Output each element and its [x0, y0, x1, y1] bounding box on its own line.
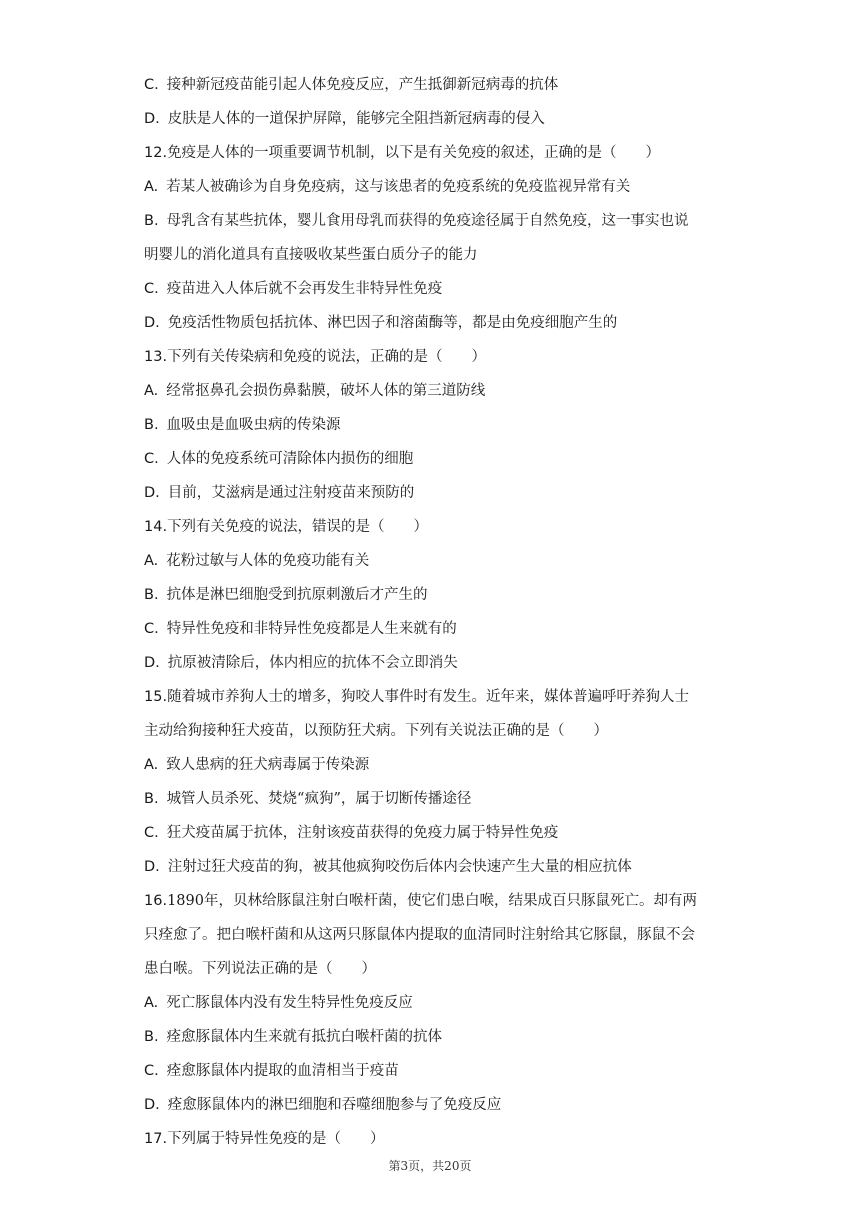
question-number: 12.: [144, 145, 168, 161]
option-label: C.: [144, 1063, 159, 1079]
option-label: D.: [144, 485, 160, 501]
option-label: C.: [144, 77, 159, 93]
option-text: 痊愈豚鼠体内生来就有抵抗白喉杆菌的抗体: [166, 1029, 443, 1045]
option-line: [144, 782, 744, 816]
option-line: [144, 204, 744, 238]
option-text: 特异性免疫和非特异性免疫都是人生来就有的: [166, 621, 457, 637]
continuation-line: 明婴儿的消化道具有直接吸收某些蛋白质分子的能力: [144, 247, 478, 263]
option-label: B.: [144, 791, 159, 807]
option-line: [144, 1054, 744, 1088]
option-line: [144, 170, 744, 204]
option-label: C.: [144, 451, 159, 467]
continuation-line: 只痊愈了。把白喉杆菌和从这两只豚鼠体内提取的血清同时注射给其它豚鼠，豚鼠不会: [144, 927, 695, 943]
question-line: [144, 1122, 744, 1156]
option-text: 城管人员杀死、焚烧“疯狗”，属于切断传播途径: [166, 791, 472, 807]
option-line: [144, 646, 744, 680]
continuation-line: 主动给狗接种狂犬疫苗，以预防狂犬病。下列有关说法正确的是（ ）: [144, 723, 608, 739]
option-label: A.: [144, 995, 159, 1011]
option-text: 皮肤是人体的一道保护屏障，能够完全阻挡新冠病毒的侵入: [167, 111, 545, 127]
question-text: 随着城市养狗人士的增多，狗咬人事件时有发生。近年来，媒体普遍呼吁养狗人士: [167, 689, 690, 705]
option-label: D.: [144, 1097, 160, 1113]
option-line: [144, 68, 744, 102]
option-text: 接种新冠疫苗能引起人体免疫反应，产生抵御新冠病毒的抗体: [166, 77, 559, 93]
page-footer: 第3页，共20页: [388, 1159, 472, 1173]
option-line: [144, 102, 744, 136]
option-label: C.: [144, 621, 159, 637]
continuation-line: 患白喉。下列说法正确的是（ ）: [144, 961, 376, 977]
option-label: D.: [144, 859, 160, 875]
option-line: [144, 306, 744, 340]
option-label: D.: [144, 655, 160, 671]
option-label: B.: [144, 417, 159, 433]
option-text: 母乳含有某些抗体，婴儿食用母乳而获得的免疫途径属于自然免疫，这一事实也说: [166, 213, 689, 229]
option-line: [144, 272, 744, 306]
option-text: 血吸虫是血吸虫病的传染源: [166, 417, 341, 433]
option-label: C.: [144, 825, 159, 841]
option-line: [144, 408, 744, 442]
option-line: [144, 374, 744, 408]
option-text: 致人患病的狂犬病毒属于传染源: [166, 757, 370, 773]
option-label: D.: [144, 315, 160, 331]
question-line: [144, 136, 744, 170]
question-line: [144, 884, 744, 918]
option-line: [144, 578, 744, 612]
option-text: 目前，艾滋病是通过注射疫苗来预防的: [167, 485, 415, 501]
option-text: 注射过狂犬疫苗的狗，被其他疯狗咬伤后体内会快速产生大量的相应抗体: [167, 859, 632, 875]
option-text: 免疫活性物质包括抗体、淋巴因子和溶菌酶等，都是由免疫细胞产生的: [167, 315, 618, 331]
option-text: 疫苗进入人体后就不会再发生非特异性免疫: [166, 281, 443, 297]
option-text: 抗原被清除后，体内相应的抗体不会立即消失: [167, 655, 458, 671]
question-text: 免疫是人体的一项重要调节机制，以下是有关免疫的叙述，正确的是（ ）: [167, 145, 661, 161]
option-text: 人体的免疫系统可清除体内损伤的细胞: [166, 451, 414, 467]
option-text: 痊愈豚鼠体内的淋巴细胞和吞噬细胞参与了免疫反应: [167, 1097, 502, 1113]
option-text: 痊愈豚鼠体内提取的血清相当于疫苗: [166, 1063, 399, 1079]
question-text: 下列有关免疫的说法，错误的是（ ）: [167, 519, 429, 535]
option-line: [144, 986, 744, 1020]
question-line: [144, 510, 744, 544]
option-line: [144, 816, 744, 850]
question-text: 1890年，贝林给豚鼠注射白喉杆菌，使它们患白喉，结果成百只豚鼠死亡。却有两: [167, 893, 697, 909]
option-label: B.: [144, 213, 159, 229]
option-label: A.: [144, 757, 159, 773]
option-line: [144, 442, 744, 476]
option-line: [144, 544, 744, 578]
option-text: 经常抠鼻孔会损伤鼻黏膜，破坏人体的第三道防线: [166, 383, 486, 399]
question-line: [144, 680, 744, 714]
option-line: [144, 1020, 744, 1054]
question-text: 下列有关传染病和免疫的说法，正确的是（ ）: [167, 349, 487, 365]
option-label: A.: [144, 179, 159, 195]
option-label: B.: [144, 1029, 159, 1045]
question-number: 14.: [144, 519, 168, 535]
question-number: 15.: [144, 689, 168, 705]
option-label: A.: [144, 383, 159, 399]
option-label: A.: [144, 553, 159, 569]
option-label: D.: [144, 111, 160, 127]
option-text: 狂犬疫苗属于抗体，注射该疫苗获得的免疫力属于特异性免疫: [166, 825, 559, 841]
question-number: 17.: [144, 1131, 168, 1147]
question-number: 13.: [144, 349, 168, 365]
option-label: B.: [144, 587, 159, 603]
option-text: 死亡豚鼠体内没有发生特异性免疫反应: [166, 995, 413, 1011]
option-line: [144, 1088, 744, 1122]
question-content: [144, 68, 744, 1156]
option-line: [144, 850, 744, 884]
option-text: 若某人被确诊为自身免疫病，这与该患者的免疫系统的免疫监视异常有关: [166, 179, 631, 195]
option-text: 抗体是淋巴细胞受到抗原刺激后才产生的: [166, 587, 428, 603]
question-number: 16.: [144, 893, 168, 909]
question-text: 下列属于特异性免疫的是（ ）: [167, 1131, 385, 1147]
option-line: [144, 612, 744, 646]
option-line: [144, 748, 744, 782]
option-text: 花粉过敏与人体的免疫功能有关: [166, 553, 370, 569]
option-line: [144, 476, 744, 510]
question-line: [144, 340, 744, 374]
option-label: C.: [144, 281, 159, 297]
